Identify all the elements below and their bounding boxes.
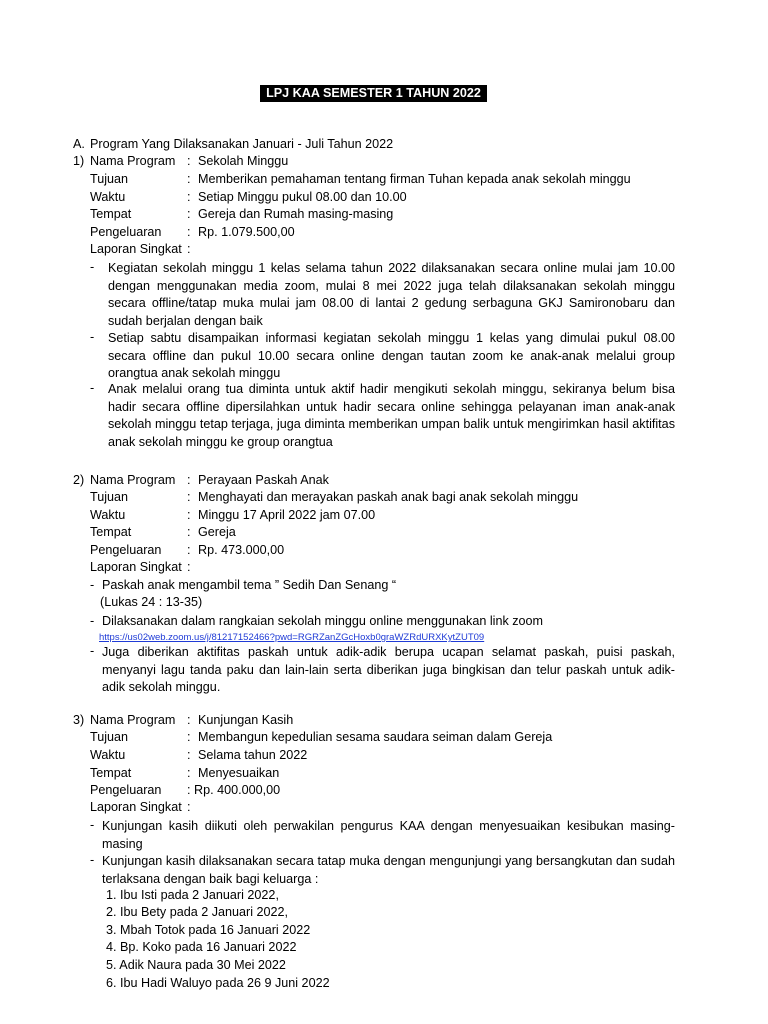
bullet-dash: - [90, 381, 95, 395]
section-marker: A. [73, 137, 85, 151]
bullet-dash: - [90, 644, 95, 658]
label-tempat: Tempat [90, 207, 132, 221]
visit-item: 3. Mbah Totok pada 16 Januari 2022 [106, 923, 311, 937]
colon: : [187, 225, 191, 239]
label-nama-program: Nama Program [90, 154, 176, 168]
bullet-dash: - [90, 260, 95, 274]
program-tujuan: Menghayati dan merayakan paskah anak bagi anak sekolah minggu [198, 490, 579, 504]
bullet-dash: - [90, 853, 95, 867]
report-paragraph: Kunjungan kasih diikuti oleh perwakilan pengurus KAA dengan menyesuaikan kesibukan masing-masing [102, 819, 675, 851]
label-nama-program: Nama Program [90, 473, 176, 487]
label-waktu: Waktu [90, 748, 126, 762]
colon: : [187, 190, 191, 204]
report-line: Dilaksanakan dalam rangkaian sekolah minggu online menggunakan link zoom [102, 614, 544, 628]
label-nama-program: Nama Program [90, 713, 176, 727]
program-number: 1) [73, 154, 85, 168]
label-tujuan: Tujuan [90, 490, 129, 504]
program-tempat: Gereja dan Rumah masing-masing [198, 207, 394, 221]
label-tujuan: Tujuan [90, 172, 129, 186]
colon: : [187, 172, 191, 186]
colon: : [187, 543, 191, 557]
report-paragraph: Kunjungan kasih dilaksanakan secara tatap muka dengan mengunjungi yang bersangkutan dan sudah terlaksana dengan baik bagi keluarga : [102, 854, 675, 886]
label-tempat: Tempat [90, 525, 132, 539]
visit-item: 4. Bp. Koko pada 16 Januari 2022 [106, 940, 297, 954]
label-tempat: Tempat [90, 766, 132, 780]
program-tempat: Menyesuaikan [198, 766, 280, 780]
program-waktu: Minggu 17 April 2022 jam 07.00 [198, 508, 376, 522]
program-tujuan: Memberikan pemahaman tentang firman Tuhan kepada anak sekolah minggu [198, 172, 631, 186]
zoom-link[interactable]: https://us02web.zoom.us/j/81217152466?pwd=RGRZanZGcHoxb0graWZRdURXKytZUT09 [99, 632, 485, 643]
colon: : [187, 154, 191, 168]
colon: : [187, 800, 191, 814]
label-pengeluaran: Pengeluaran [90, 783, 162, 797]
report-paragraph: Anak melalui orang tua diminta untuk aktif hadir mengikuti sekolah minggu, sekiranya belum bisa hadir secara offline dipersilahkan untuk hadir secara online sehingga pelayanan iman anak-anak sekolah minggu tetap terjaga, juga diminta memberikan umpan balik untuk mengirimkan hasil aktifitas anak sekolah minggu ke group orangtua [108, 382, 675, 449]
bullet-dash: - [90, 578, 95, 592]
document-title: LPJ KAA SEMESTER 1 TAHUN 2022 [260, 85, 487, 102]
label-pengeluaran: Pengeluaran [90, 543, 162, 557]
colon: : [187, 207, 191, 221]
colon: : [187, 730, 191, 744]
program-pengeluaran: Rp. 400.000,00 [194, 783, 281, 797]
report-line: (Lukas 24 : 13-35) [100, 595, 203, 609]
program-name: Kunjungan Kasih [198, 713, 294, 727]
colon: : [187, 766, 191, 780]
colon: : [187, 560, 191, 574]
label-laporan-singkat: Laporan Singkat [90, 242, 182, 256]
program-name: Sekolah Minggu [198, 154, 289, 168]
report-paragraph: Setiap sabtu disampaikan informasi kegiatan sekolah minggu 1 kelas yang dimulai pukul 08.00 secara offline dan pukul 10.00 secara online dengan tautan zoom ke anak-anak melalui group orangtua anak sekolah minggu [108, 331, 675, 380]
colon: : [187, 473, 191, 487]
program-number: 2) [73, 473, 85, 487]
program-tempat: Gereja [198, 525, 236, 539]
label-pengeluaran: Pengeluaran [90, 225, 162, 239]
label-laporan-singkat: Laporan Singkat [90, 560, 182, 574]
label-laporan-singkat: Laporan Singkat [90, 800, 182, 814]
program-waktu: Setiap Minggu pukul 08.00 dan 10.00 [198, 190, 407, 204]
colon: : [187, 748, 191, 762]
colon: : [187, 525, 191, 539]
label-waktu: Waktu [90, 508, 126, 522]
program-waktu: Selama tahun 2022 [198, 748, 308, 762]
program-name: Perayaan Paskah Anak [198, 473, 329, 487]
label-waktu: Waktu [90, 190, 126, 204]
program-tujuan: Membangun kepedulian sesama saudara seiman dalam Gereja [198, 730, 553, 744]
report-paragraph: Kegiatan sekolah minggu 1 kelas selama tahun 2022 dilaksanakan secara online mulai jam 10.00 dengan menggunakan media zoom, mulai 8 mei 2022 juga telah dilaksanakan sekolah minggu secara offline/tatap muka mulai jam 08.00 di lantai 2 gedung serbaguna GKJ Samironobaru dan sudah berjalan dengan baik [108, 261, 675, 328]
program-pengeluaran: Rp. 1.079.500,00 [198, 225, 295, 239]
program-number: 3) [73, 713, 85, 727]
bullet-dash: - [90, 614, 95, 628]
label-tujuan: Tujuan [90, 730, 129, 744]
colon: : [187, 242, 191, 256]
visit-item: 1. Ibu Isti pada 2 Januari 2022, [106, 888, 279, 902]
colon: : [187, 508, 191, 522]
visit-item: 6. Ibu Hadi Waluyo pada 26 9 Juni 2022 [106, 976, 330, 990]
section-heading: Program Yang Dilaksanakan Januari - Juli Tahun 2022 [90, 137, 394, 151]
program-pengeluaran: Rp. 473.000,00 [198, 543, 285, 557]
visit-item: 5. Adik Naura pada 30 Mei 2022 [106, 958, 286, 972]
visit-item: 2. Ibu Bety pada 2 Januari 2022, [106, 905, 289, 919]
colon: : [187, 783, 191, 797]
bullet-dash: - [90, 330, 95, 344]
colon: : [187, 490, 191, 504]
colon: : [187, 713, 191, 727]
report-line: Paskah anak mengambil tema ” Sedih Dan Senang “ [102, 578, 397, 592]
bullet-dash: - [90, 818, 95, 832]
report-paragraph: Juga diberikan aktifitas paskah untuk adik-adik berupa ucapan selamat paskah, puisi paskah, menyanyi lagu tanda paku dan lain-lain serta diberikan juga bingkisan dan telur paskah untuk adik-adik sekolah minggu. [102, 645, 675, 694]
